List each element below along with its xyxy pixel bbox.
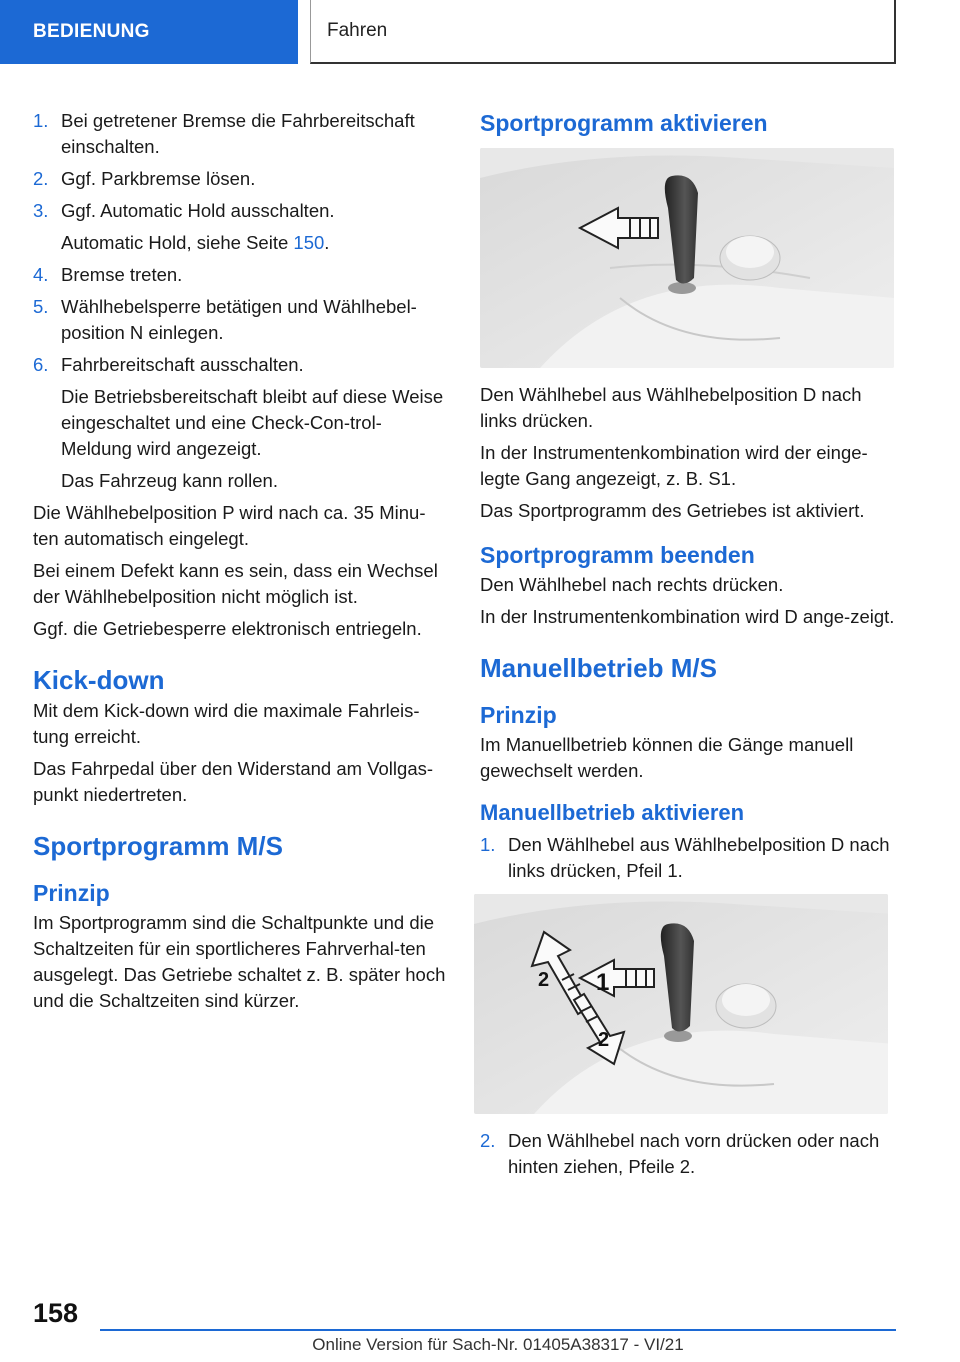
- paragraph: Die Wählhebelposition P wird nach ca. 35 Minu-ten automatisch eingelegt.: [33, 502, 426, 549]
- step-1: [33, 108, 451, 160]
- footer-version: Online Version für Sach-Nr. 01405A38317 - VI/21: [312, 1335, 684, 1354]
- note-text: Automatic Hold, siehe Seite: [61, 232, 294, 253]
- step-4: [33, 262, 451, 288]
- step-2: [33, 166, 451, 192]
- sport-program-heading: Sportprogramm M/S: [33, 831, 283, 861]
- section-tab: [0, 0, 298, 64]
- prinzip-heading: Prinzip: [33, 880, 110, 906]
- step-text: Bei getretener Bremse die Fahrbereitschaft einschalten.: [61, 110, 415, 157]
- manual-prinzip-heading: Prinzip: [480, 702, 557, 728]
- paragraph: Den Wählhebel nach rechts drücken.: [480, 574, 784, 595]
- paragraph: Im Manuellbetrieb können die Gänge manuell gewechselt werden.: [480, 734, 854, 781]
- paragraph: In der Instrumentenkombination wird der einge-legte Gang angezeigt, z. B. S1.: [480, 442, 868, 489]
- step-3-note: [33, 230, 451, 256]
- paragraph: Bei einem Defekt kann es sein, dass ein Wechsel der Wählhebelposition nicht möglich ist.: [33, 560, 438, 607]
- manual-activate-heading: Manuellbetrieb aktivieren: [480, 800, 745, 825]
- right-column: [480, 108, 898, 1186]
- manual-mode-heading: Manuellbetrieb M/S: [480, 653, 717, 683]
- step-text: Ggf. Automatic Hold ausschalten.: [61, 200, 335, 221]
- step-5: [33, 294, 451, 346]
- step-number: 4.: [33, 264, 49, 285]
- step-text: Den Wählhebel aus Wählhebelposition D nach links drücken, Pfeil 1.: [508, 834, 890, 881]
- left-column: [33, 108, 451, 1020]
- note-suffix: .: [324, 232, 330, 253]
- chapter-label: Fahren: [327, 20, 388, 41]
- paragraph: Das Fahrpedal über den Widerstand am Vollgas-punkt niedertreten.: [33, 758, 434, 805]
- step-text: Wählhebelsperre betätigen und Wählhebel-position N einlegen.: [61, 296, 417, 343]
- step-number: 2.: [480, 1130, 496, 1151]
- step-number: 2.: [33, 168, 49, 189]
- kickdown-heading: Kick-down: [33, 665, 165, 695]
- sport-activate-heading: Sportprogramm aktivieren: [480, 110, 768, 136]
- step-text: Fahrbereitschaft ausschalten.: [61, 354, 304, 375]
- arrow-label-2-lower: 2: [598, 1029, 610, 1051]
- step-3: [33, 198, 451, 224]
- paragraph: Den Wählhebel aus Wählhebelposition D nach links drücken.: [480, 384, 862, 431]
- step-6-note-2: Das Fahrzeug kann rollen.: [61, 470, 278, 491]
- step-text: Bremse treten.: [61, 264, 183, 285]
- step-text: Ggf. Parkbremse lösen.: [61, 168, 256, 189]
- paragraph: Das Sportprogramm des Getriebes ist aktiviert.: [480, 500, 865, 521]
- arrow-label-1: 1: [596, 969, 610, 996]
- paragraph: In der Instrumentenkombination wird D ange-zeigt.: [480, 606, 895, 627]
- paragraph: Ggf. die Getriebesperre elektronisch entriegeln.: [33, 618, 422, 639]
- step-number: 1.: [480, 834, 496, 855]
- paragraph: Mit dem Kick-down wird die maximale Fahrleis-tung erreicht.: [33, 700, 420, 747]
- page-link-150[interactable]: 150: [293, 232, 325, 253]
- gear-selector-figure-left: [480, 148, 894, 368]
- page-number: 158: [33, 1298, 79, 1328]
- footer-divider: [100, 1329, 896, 1331]
- step-number: 6.: [33, 354, 49, 375]
- step-number: 5.: [33, 296, 49, 317]
- manual-step-2: [480, 1128, 898, 1180]
- sport-end-heading: Sportprogramm beenden: [480, 542, 755, 568]
- step-text: Den Wählhebel nach vorn drücken oder nach hinten ziehen, Pfeile 2.: [508, 1130, 880, 1177]
- gear-selector-figure-arrows: [474, 894, 888, 1114]
- paragraph: Im Sportprogramm sind die Schaltpunkte und die Schaltzeiten für ein sportlicheres Fahrverhal-ten ausgelegt. Das Getriebe schaltet z. B. später hoch und die Schaltzeiten sind kürzer.: [33, 912, 446, 1011]
- arrow-label-2-upper: 2: [538, 969, 550, 991]
- step-6-note-1: Die Betriebsbereitschaft bleibt auf diese Weise eingeschaltet und eine Check-Con-trol-Meldung wird angezeigt.: [61, 386, 444, 459]
- chapter-tab: [310, 0, 896, 64]
- step-number: 1.: [33, 110, 49, 131]
- step-6: [33, 352, 451, 378]
- section-label: BEDIENUNG: [33, 21, 150, 42]
- step-number: 3.: [33, 200, 49, 221]
- manual-step-1: [480, 832, 898, 884]
